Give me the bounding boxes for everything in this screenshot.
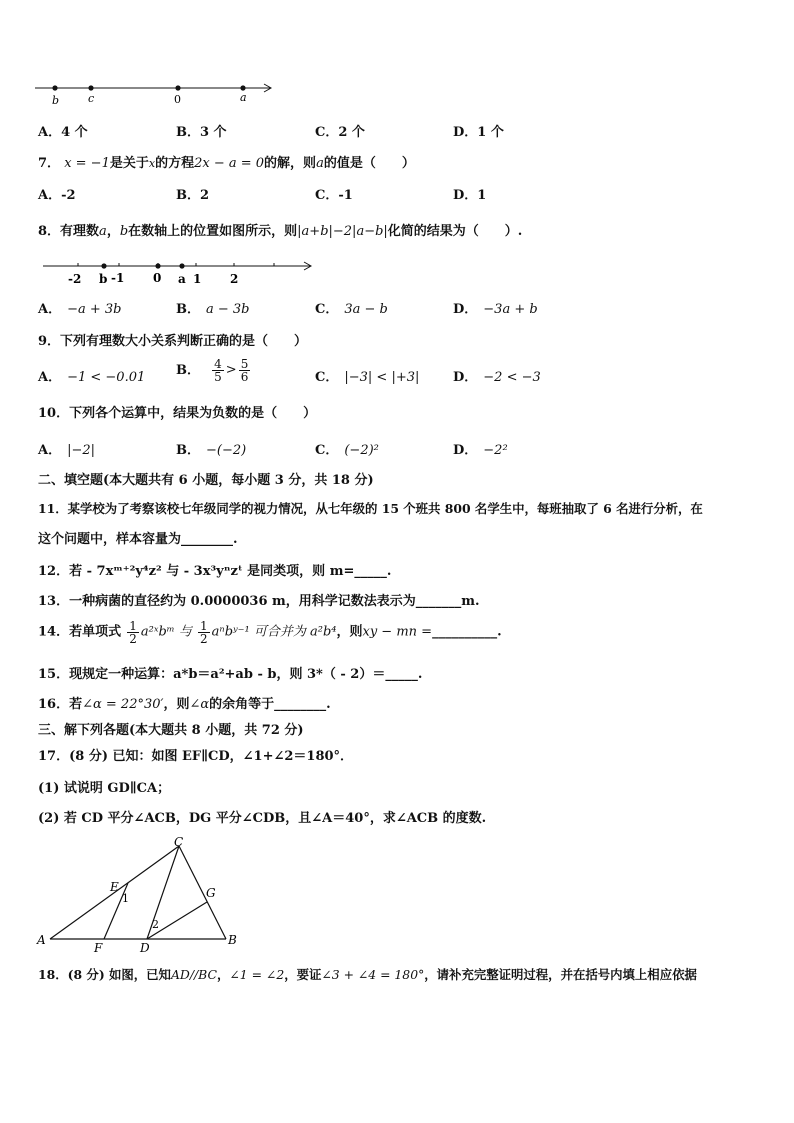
point-b: [101, 263, 106, 268]
label-b: b: [52, 94, 60, 107]
label-a: a: [240, 91, 247, 104]
q8-option-a: A． −a + 3b: [38, 302, 122, 317]
q8-option-d: D． −3a + b: [453, 302, 538, 317]
q9-option-c: C． |−3| < |+3|: [315, 370, 420, 385]
svg-text:2: 2: [230, 272, 239, 286]
svg-text:F: F: [94, 941, 103, 954]
q16-stem: 16．若∠α = 22°30′，则∠α的余角等于________.: [38, 697, 331, 712]
q6-option-b: B．3 个: [176, 125, 227, 140]
svg-text:a: a: [178, 272, 186, 286]
svg-text:1: 1: [122, 892, 129, 905]
q10-option-b: B． −(−2): [176, 443, 247, 458]
q9-option-a: A． −1 < −0.01: [38, 370, 146, 385]
svg-text:1: 1: [193, 272, 202, 286]
svg-text:0: 0: [153, 271, 162, 285]
q9-option-d: D． −2 < −3: [453, 370, 541, 385]
number-line-figure: [30, 78, 280, 108]
q15-stem: 15．现规定一种运算：a*b＝a²+ab - b，则 3*（ - 2）＝_____.: [38, 667, 423, 682]
svg-text:2: 2: [152, 918, 159, 931]
q8-option-c: C． 3a − b: [315, 302, 388, 317]
point-0: [155, 263, 160, 268]
q8-stem: 8．有理数a，b在数轴上的位置如图所示，则|a+b|−2|a−b|化简的结果为（ ）.: [38, 224, 523, 239]
label-0: 0: [174, 93, 181, 106]
q11-line-1: 11．某学校为了考察该校七年级同学的视力情况，从七年级的 15 个班共 800 名学生中，每班抽取了 6 名进行分析，在: [38, 501, 703, 516]
svg-text:G: G: [206, 886, 216, 900]
point-a: [179, 263, 184, 268]
svg-text:B: B: [228, 933, 237, 947]
q17-part-1: (1) 试说明 GD∥CA；: [38, 781, 171, 796]
point-c: [88, 85, 93, 90]
q10-option-a: A． |−2|: [38, 443, 96, 458]
point-a: [240, 85, 245, 90]
q7-option-c: C．-1: [315, 188, 353, 203]
q13-stem: 13．一种病菌的直径约为 0.0000036 m，用科学记数法表示为_______m.: [38, 594, 480, 609]
svg-text:-1: -1: [111, 271, 125, 285]
q9-option-b: B． $\frac{4}{5}$ > $\frac{5}{6}$: [176, 357, 249, 384]
point-b: [52, 85, 57, 90]
label-c: c: [88, 92, 95, 105]
q17-part-2: (2) 若 CD 平分∠ACB，DG 平分∠CDB，且∠A＝40°，求∠ACB 的度数.: [38, 811, 487, 826]
q10-stem: 10．下列各个运算中，结果为负数的是（ ）: [38, 406, 317, 421]
triangle-figure: [34, 834, 244, 954]
q6-option-d: D．1 个: [453, 125, 504, 140]
q7-option-a: A．-2: [38, 188, 76, 203]
q18-stem: 18．(8 分) 如图，已知AD//BC，∠1 = ∠2，要证∠3 + ∠4 = 180°，请补充完整证明过程，并在括号内填上相应依据: [38, 967, 697, 982]
q17-stem: 17．(8 分) 已知：如图 EF∥CD，∠1+∠2＝180°．: [38, 749, 354, 764]
q7-option-b: B．2: [176, 188, 210, 203]
q14-stem: 14．若单项式 $\frac{1}{2}$ a²ˣbᵐ 与 $\frac{1}{2}$ aⁿbʸ⁻¹ 可合并为 a²b⁴，则xy − mn =__________.: [38, 619, 502, 646]
q7-stem: 7． x = −1是关于x的方程2x − a = 0的解，则a的值是（ ）: [38, 156, 415, 171]
svg-text:D: D: [140, 941, 150, 954]
section-3-heading: 三、解下列各题(本大题共 8 小题，共 72 分): [38, 723, 304, 738]
segment-CB: [179, 846, 226, 939]
q10-option-c: C． (−2)²: [315, 443, 379, 458]
q8-option-b: B． a − 3b: [176, 302, 250, 317]
section-2-heading: 二、填空题(本大题共有 6 小题，每小题 3 分，共 18 分): [38, 473, 374, 488]
svg-text:E: E: [110, 880, 119, 894]
q9-stem: 9．下列有理数大小关系判断正确的是（ ）: [38, 334, 308, 349]
svg-text:b: b: [99, 272, 108, 286]
q10-option-d: D． −2²: [453, 443, 508, 458]
q7-option-d: D．1: [453, 188, 487, 203]
q11-line-2: 这个问题中，样本容量为________.: [38, 532, 238, 547]
point-0: [175, 85, 180, 90]
svg-text:A: A: [37, 933, 46, 947]
q6-option-a: A．4 个: [38, 125, 88, 140]
q8-number-line: [38, 256, 323, 288]
q12-stem: 12．若 - 7xᵐ⁺²y⁴z² 与 - 3x³yⁿzᵗ 是同类项，则 m=_____.: [38, 564, 392, 579]
svg-text:C: C: [174, 835, 184, 849]
q6-option-c: C．2 个: [315, 125, 365, 140]
svg-text:-2: -2: [68, 272, 82, 286]
